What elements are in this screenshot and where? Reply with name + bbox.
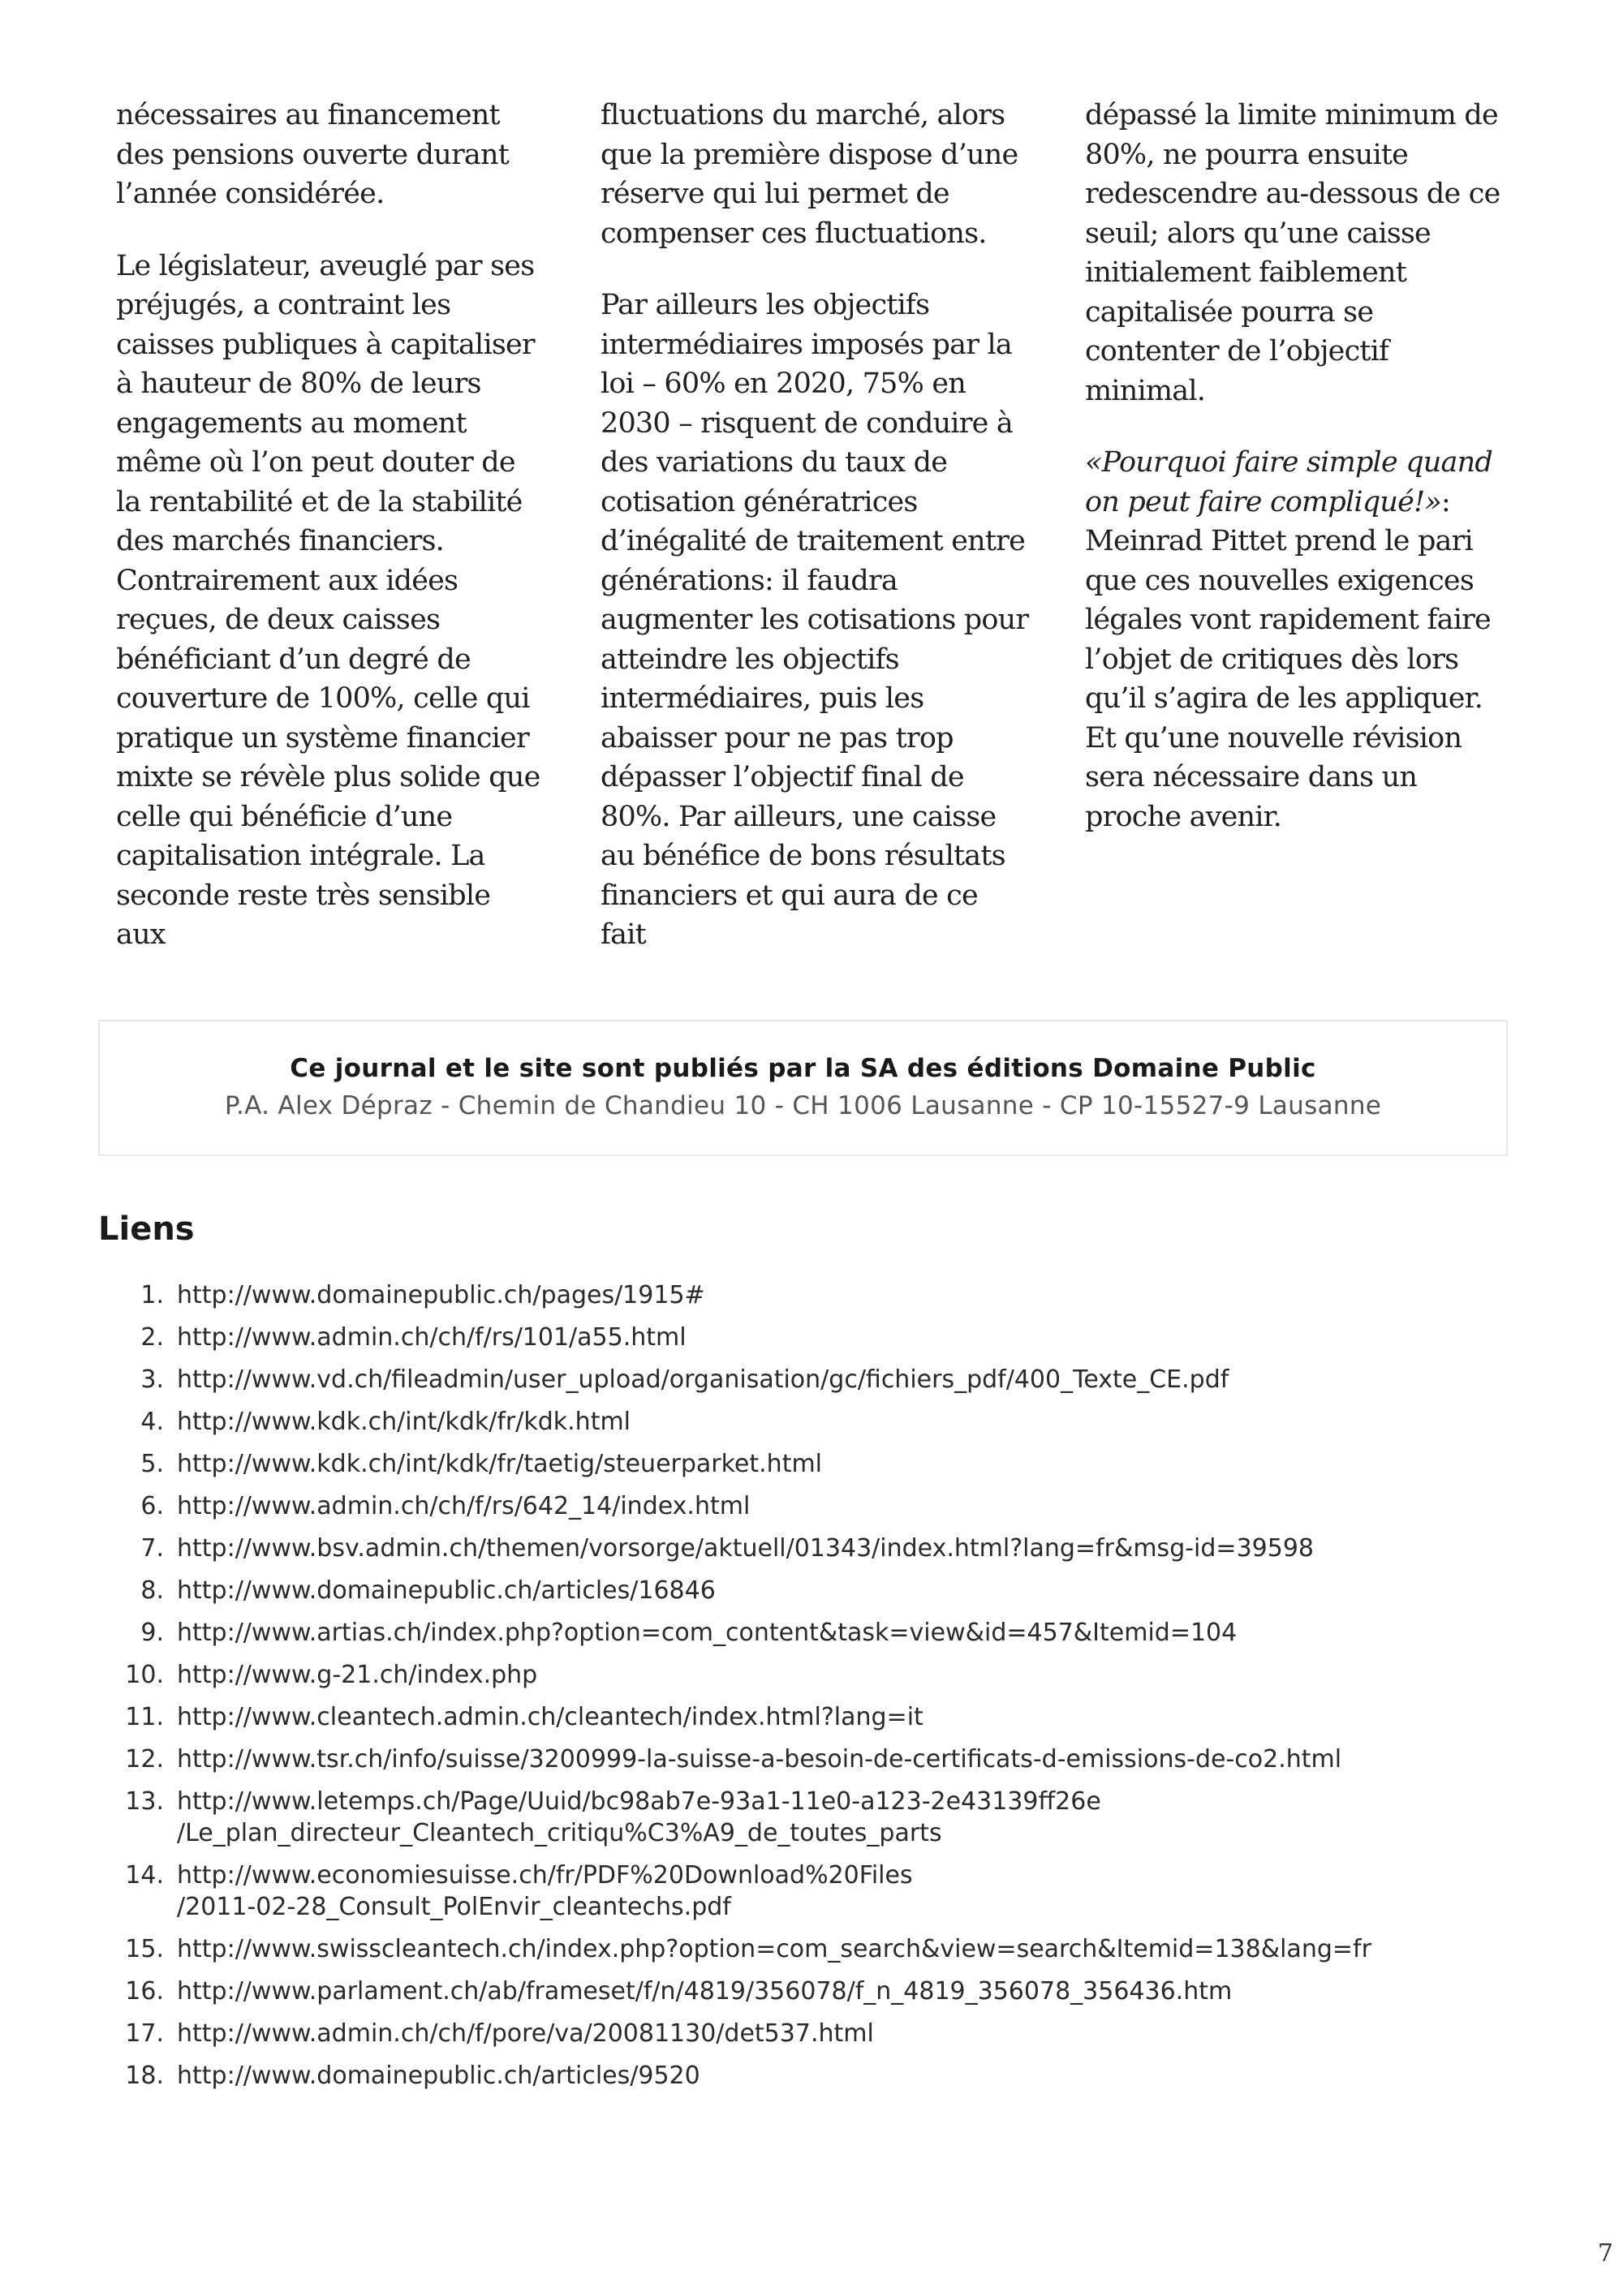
link-url[interactable]: http://www.g-21.ch/index.php — [177, 1661, 538, 1689]
link-number: 11. — [125, 1703, 164, 1731]
list-item — [116, 1533, 1528, 1564]
paragraph: fluctuations du marché, alors que la première dispose d’une réserve qui lui permet de compenser ces fluctuations. — [601, 99, 1018, 250]
list-item — [116, 1575, 1528, 1606]
link-number: 17. — [125, 2019, 164, 2048]
list-item — [116, 1701, 1528, 1733]
link-url[interactable]: http://www.swisscleantech.ch/index.php?option=com_search&view=search&Itemid=138&lang=fr — [177, 1935, 1371, 1963]
list-item — [116, 1617, 1528, 1649]
list-item — [116, 1786, 1528, 1849]
publisher-title: Ce journal et le site sont publiés par la SA des éditions Domaine Public — [290, 1054, 1316, 1083]
link-number: 2. — [140, 1323, 164, 1352]
article-column-2 — [601, 96, 1031, 955]
link-url[interactable]: http://www.admin.ch/ch/f/rs/642_14/index.html — [177, 1492, 751, 1520]
publisher-box — [98, 1020, 1508, 1156]
link-url[interactable]: http://www.tsr.ch/info/suisse/3200999-la-suisse-a-besoin-de-certificats-d-emissions-de-co2.html — [177, 1745, 1342, 1774]
link-number: 9. — [140, 1619, 164, 1647]
paragraph: nécessaires au financement des pensions ouverte durant l’année considérée. — [116, 99, 510, 210]
paragraph-rest: : Meinrad Pittet prend le pari que ces nouvelles exigences légales vont rapidement faire l’objet de critiques dès lors qu’il s’agira de les appliquer. Et qu’une nouvelle révision sera nécessaire dans un proche avenir. — [1085, 485, 1491, 833]
link-number: 4. — [140, 1408, 164, 1436]
link-url-line: http://www.letemps.ch/Page/Uuid/bc98ab7e-93a1-11e0-a123-2e43139ff26e — [177, 1787, 1101, 1816]
paragraph: dépassé la limite minimum de 80%, ne pourra ensuite redescendre au-dessous de ce seuil; alors qu’une caisse initialement faiblement capitalisée pourra se contenter de l’objectif minimal. — [1085, 99, 1500, 407]
link-url[interactable]: http://www.kdk.ch/int/kdk/fr/taetig/steuerparket.html — [177, 1450, 823, 1478]
link-number: 7. — [140, 1534, 164, 1563]
article-columns — [116, 96, 1516, 955]
link-url-line: http://www.economiesuisse.ch/fr/PDF%20Download%20Files — [177, 1861, 913, 1890]
link-url[interactable] — [177, 1860, 1528, 1923]
list-item — [116, 1406, 1528, 1438]
list-item — [116, 1364, 1528, 1395]
link-number: 8. — [140, 1576, 164, 1605]
list-item — [116, 2018, 1528, 2049]
list-item — [116, 1279, 1528, 1311]
paragraph: Le législateur, aveuglé par ses préjugés, a contraint les caisses publiques à capitaliser à hauteur de 80% de leurs engagements au moment même où l’on peut douter de la rentabilité et de la stabilité des marchés financiers. Contrairement aux idées reçues, de deux caisses bénéficiant d’un degré de couverture de 100%, celle qui pratique un système financier mixte se révèle plus solide que celle qui bénéficie d’une capitalisation intégrale. La seconde reste très sensible aux — [116, 249, 540, 951]
paragraph — [1085, 443, 1515, 836]
list-item — [116, 1490, 1528, 1522]
link-number: 15. — [125, 1935, 164, 1963]
link-number: 6. — [140, 1492, 164, 1520]
link-number: 3. — [140, 1365, 164, 1394]
link-url-line: /2011-02-28_Consult_PolEnvir_cleantechs.pdf — [177, 1893, 731, 1921]
link-number: 5. — [140, 1450, 164, 1478]
quote: «Pourquoi faire simple quand on peut faire compliqué!» — [1085, 446, 1492, 518]
link-url-line: /Le_plan_directeur_Cleantech_critiqu%C3%A9_de_toutes_parts — [177, 1819, 942, 1847]
list-item — [116, 1860, 1528, 1923]
link-url[interactable]: http://www.cleantech.admin.ch/cleantech/index.html?lang=it — [177, 1703, 923, 1731]
paragraph: Par ailleurs les objectifs intermédiaires imposés par la loi – 60% en 2020, 75% en 2030 – risquent de conduire à des variations du taux de cotisation génératrices d’inégalité de traitement entre générations: il faudra augmenter les cotisations pour atteindre les objectifs intermédiaires, puis les abaisser pour ne pas trop dépasser l’objectif final de 80%. Par ailleurs, une caisse au bénéfice de bons résultats financiers et qui aura de ce fait — [601, 289, 1029, 951]
list-item — [116, 1448, 1528, 1480]
list-item — [116, 1976, 1528, 2007]
link-url[interactable]: http://www.artias.ch/index.php?option=com_content&task=view&id=457&Itemid=104 — [177, 1619, 1238, 1647]
list-item — [116, 1659, 1528, 1691]
article-column-1 — [116, 96, 546, 955]
list-item — [116, 2060, 1528, 2092]
link-url[interactable]: http://www.domainepublic.ch/pages/1915# — [177, 1281, 705, 1309]
publisher-address: P.A. Alex Dépraz - Chemin de Chandieu 10 - CH 1006 Lausanne - CP 10-15527-9 Lausanne — [224, 1091, 1382, 1120]
link-url[interactable]: http://www.bsv.admin.ch/themen/vorsorge/aktuell/01343/index.html?lang=fr&msg-id=39598 — [177, 1534, 1315, 1563]
link-url[interactable] — [177, 1786, 1528, 1849]
link-url[interactable]: http://www.vd.ch/fileadmin/user_upload/organisation/gc/fichiers_pdf/400_Texte_CE.pdf — [177, 1365, 1229, 1394]
link-url[interactable]: http://www.domainepublic.ch/articles/16846 — [177, 1576, 716, 1605]
link-number: 18. — [125, 2062, 164, 2090]
article-column-3 — [1085, 96, 1515, 955]
links-heading: Liens — [98, 1210, 195, 1248]
list-item — [116, 1322, 1528, 1353]
link-number: 10. — [125, 1661, 164, 1689]
link-url[interactable]: http://www.parlament.ch/ab/frameset/f/n/4819/356078/f_n_4819_356078_356436.htm — [177, 1977, 1233, 2006]
link-number: 1. — [140, 1281, 164, 1309]
link-number: 14. — [125, 1861, 164, 1890]
link-number: 12. — [125, 1745, 164, 1774]
links-list — [116, 1279, 1528, 2102]
link-number: 13. — [125, 1787, 164, 1816]
link-url[interactable]: http://www.domainepublic.ch/articles/9520 — [177, 2062, 700, 2090]
link-number: 16. — [125, 1977, 164, 2006]
link-url[interactable]: http://www.admin.ch/ch/f/rs/101/a55.html — [177, 1323, 687, 1352]
link-url[interactable]: http://www.admin.ch/ch/f/pore/va/20081130/det537.html — [177, 2019, 874, 2048]
list-item — [116, 1933, 1528, 1965]
list-item — [116, 1743, 1528, 1775]
link-url[interactable]: http://www.kdk.ch/int/kdk/fr/kdk.html — [177, 1408, 631, 1436]
page-number: 7 — [1597, 2239, 1613, 2268]
